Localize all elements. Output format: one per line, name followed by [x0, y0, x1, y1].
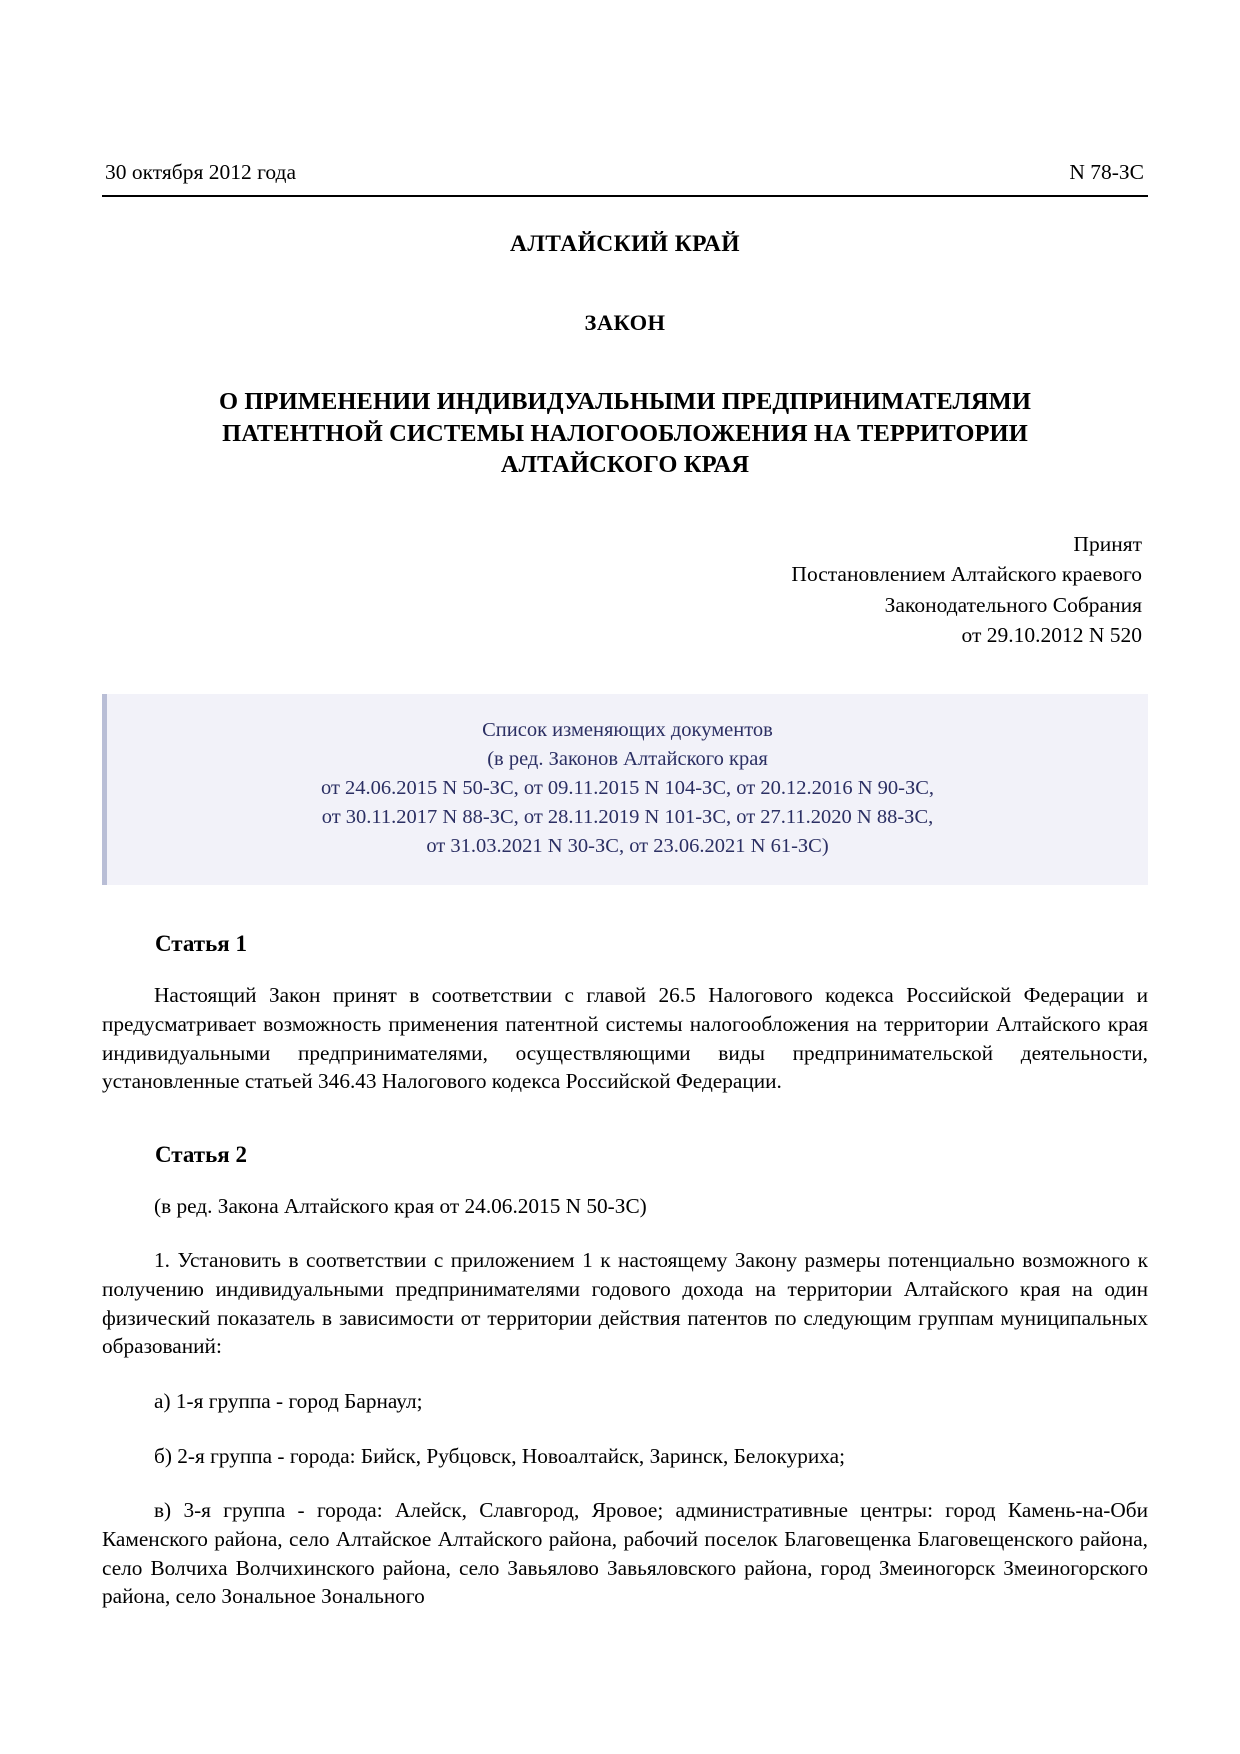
- document-title: О ПРИМЕНЕНИИ ИНДИВИДУАЛЬНЫМИ ПРЕДПРИНИМАТЕЛЯМИ ПАТЕНТНОЙ СИСТЕМЫ НАЛОГООБЛОЖЕНИЯ НА ТЕРРИТОРИИ АЛТАЙСКОГО КРАЯ: [218, 387, 1032, 479]
- region-title: АЛТАЙСКИЙ КРАЙ: [510, 230, 740, 257]
- amendment-line: от 30.11.2017 N 88-ЗС, от 28.11.2019 N 101-ЗС, от 27.11.2020 N 88-ЗС,: [321, 806, 934, 829]
- document-header: [102, 160, 1148, 195]
- article-1: [102, 931, 1148, 1096]
- document-date: 30 октября 2012 года: [105, 160, 297, 184]
- amendment-line: от 24.06.2015 N 50-ЗС, от 09.11.2015 N 104-ЗС, от 20.12.2016 N 90-ЗС,: [320, 776, 935, 799]
- article-2-paragraph-1: 1. Установить в соответствии с приложением 1 к настоящему Закону размеры потенциально возможного к получению индивидуальными предпринимателями годового дохода на территории Алтайского края на один физический показатель в зависимости от территории действия патентов по следующим группам муниципальных образований:: [102, 1248, 1148, 1359]
- article-2-editorial-note: (в ред. Закона Алтайского края от 24.06.2015 N 50-ЗС): [154, 1193, 647, 1218]
- article-2-heading: Статья 2: [155, 1141, 247, 1167]
- title-block: [102, 231, 1148, 482]
- article-2-item-v: в) 3-я группа - города: Алейск, Славгород, Яровое; административные центры: город Камень-на-Оби Каменского района, село Алтайское Алтайского района, рабочий поселок Благовещенка Благовещенского района, село Волчиха Волчихинского района, село Завьялово Завьяловского района, город Змеиногорск Змеиногорского района, село Зональное Зонального: [102, 1498, 1148, 1609]
- adopted-label: Принят: [1073, 532, 1142, 557]
- header-divider: [102, 195, 1148, 197]
- article-2: [102, 1142, 1148, 1611]
- amendment-line: от 31.03.2021 N 30-ЗС, от 23.06.2021 N 61-ЗС): [426, 835, 829, 858]
- amendments-title: Список изменяющих документов: [482, 718, 773, 741]
- article-1-paragraph: Настоящий Закон принят в соответствии с главой 26.5 Налогового кодекса Российской Федерации и предусматривает возможность применения патентной системы налогообложения на территории Алтайского края индивидуальными предпринимателями, осуществляющими виды предпринимательской деятельности, установленные статьей 346.43 Налогового кодекса Российской Федерации.: [102, 983, 1148, 1094]
- article-2-item-b: б) 2-я группа - города: Бийск, Рубцовск, Новоалтайск, Заринск, Белокуриха;: [154, 1443, 846, 1468]
- adopted-date-number: от 29.10.2012 N 520: [961, 622, 1142, 647]
- adopted-by-block: [102, 529, 1142, 649]
- article-1-heading: Статья 1: [155, 931, 247, 957]
- document-kind: ЗАКОН: [584, 309, 666, 335]
- article-2-item-a: а) 1-я группа - город Барнаул;: [154, 1389, 423, 1414]
- adopted-authority-2: Законодательного Собрания: [884, 592, 1142, 617]
- amendments-intro: (в ред. Законов Алтайского края: [487, 747, 768, 770]
- adopted-authority-1: Постановлением Алтайского краевого: [791, 562, 1142, 587]
- amendments-box: [102, 694, 1148, 886]
- document-number: N 78-ЗС: [1069, 160, 1144, 184]
